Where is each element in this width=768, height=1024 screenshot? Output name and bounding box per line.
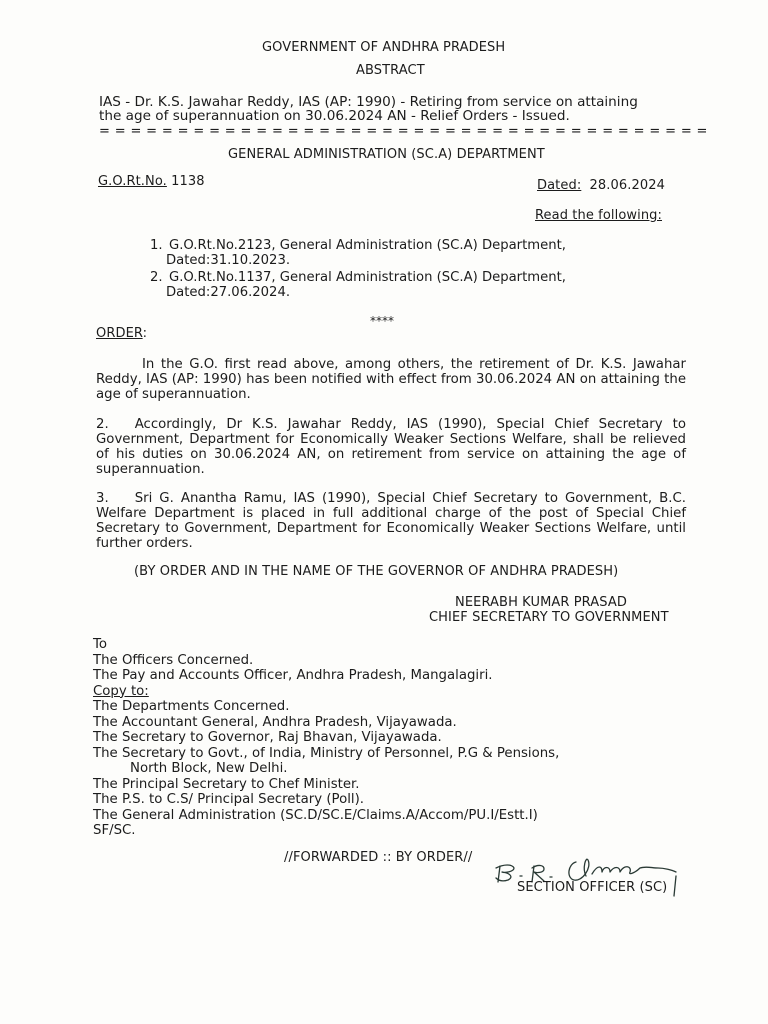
section-officer-label: SECTION OFFICER (SC) <box>517 880 668 895</box>
paragraph-2-number: 2. <box>96 417 109 432</box>
copy-recipient: The Departments Concerned. <box>93 699 290 714</box>
separator-line: = = = = = = = = = = = = = = = = = = = = = = = = = = = = = = = = = = = = = = = <box>99 124 708 139</box>
go-date-value: 28.06.2024 <box>589 178 665 193</box>
go-date-label: Dated: <box>537 178 582 193</box>
subject-line-2: the age of superannuation on 30.06.2024 AN - Relief Orders - Issued. <box>99 108 570 124</box>
order-label: ORDER <box>96 326 143 341</box>
copy-recipient: The P.S. to C.S/ Principal Secretary (Poll). <box>93 792 365 807</box>
copy-to-label: Copy to: <box>93 683 149 699</box>
to-recipient: The Officers Concerned. <box>93 652 254 668</box>
reference-item <box>150 270 620 300</box>
reference-number: 2. <box>150 270 163 285</box>
signatory-designation: CHIEF SECRETARY TO GOVERNMENT <box>429 610 669 625</box>
government-heading: GOVERNMENT OF ANDHRA PRADESH <box>262 40 506 55</box>
paragraph-2-text: Accordingly, Dr K.S. Jawahar Reddy, IAS (1990), Special Chief Secretary to Government, Department for Economically Weaker Sections Welfare, shall be relieved of his duties on 30.06.2024 AN, on retirement from service on attaining the age of superannuation. <box>96 417 686 477</box>
order-paragraph-3 <box>96 491 686 551</box>
order-colon: : <box>142 326 148 341</box>
governor-order-line: (BY ORDER AND IN THE NAME OF THE GOVERNOR OF ANDHRA PRADESH) <box>134 564 619 579</box>
subject-line-1: IAS - Dr. K.S. Jawahar Reddy, IAS (AP: 1990) - Retiring from service on attaining <box>99 94 638 110</box>
reference-item <box>150 238 620 268</box>
copy-recipient: SF/SC. <box>93 823 136 838</box>
go-number-label: G.O.Rt.No. <box>98 174 167 189</box>
copy-recipient: The General Administration (SC.D/SC.E/Claims.A/Accom/PU.I/Estt.I) <box>93 807 538 823</box>
forwarded-line: //FORWARDED :: BY ORDER// <box>284 850 473 865</box>
copy-recipient-continuation: North Block, New Delhi. <box>130 761 288 776</box>
go-number <box>98 174 205 189</box>
order-paragraph-1 <box>96 357 686 402</box>
distribution-block <box>93 637 559 839</box>
to-recipient: The Pay and Accounts Officer, Andhra Pradesh, Mangalagiri. <box>93 668 493 683</box>
go-date <box>537 178 665 193</box>
references-list <box>150 238 620 300</box>
copy-recipient: The Secretary to Governor, Raj Bhavan, Vijayawada. <box>93 730 442 745</box>
reference-line: G.O.Rt.No.1137, General Administration (SC.A) Department, <box>169 270 566 285</box>
order-paragraph-2 <box>96 417 686 477</box>
paragraph-1-text: In the G.O. first read above, among others, the retirement of Dr. K.S. Jawahar Reddy, IAS (AP: 1990) has been notified with effect from 30.06.2024 AN on attaining the age of superannuation. <box>96 357 686 402</box>
reference-date: Dated:31.10.2023. <box>166 253 291 268</box>
abstract-heading: ABSTRACT <box>356 63 425 78</box>
go-number-value: 1138 <box>171 174 205 189</box>
signatory-name: NEERABH KUMAR PRASAD <box>455 595 627 610</box>
order-heading <box>96 326 147 341</box>
copy-recipient: The Secretary to Govt., of India, Ministry of Personnel, P.G & Pensions, <box>93 745 560 761</box>
read-the-following: Read the following: <box>535 208 662 223</box>
to-label: To <box>93 637 107 652</box>
stars-divider: **** <box>370 314 394 328</box>
reference-date: Dated:27.06.2024. <box>166 285 291 300</box>
copy-recipient: The Accountant General, Andhra Pradesh, Vijayawada. <box>93 714 457 730</box>
reference-line: G.O.Rt.No.2123, General Administration (SC.A) Department, <box>169 238 566 253</box>
paragraph-3-text: Sri G. Anantha Ramu, IAS (1990), Special Chief Secretary to Government, B.C. Welfare Department is placed in full additional charge of the post of Special Chief Secretary to Government, Department for Economically Weaker Sections Welfare, until further orders. <box>96 491 686 551</box>
paragraph-3-number: 3. <box>96 491 109 506</box>
department-heading: GENERAL ADMINISTRATION (SC.A) DEPARTMENT <box>228 147 545 162</box>
copy-recipient: The Principal Secretary to Chef Minister. <box>93 776 360 792</box>
reference-number: 1. <box>150 238 163 253</box>
